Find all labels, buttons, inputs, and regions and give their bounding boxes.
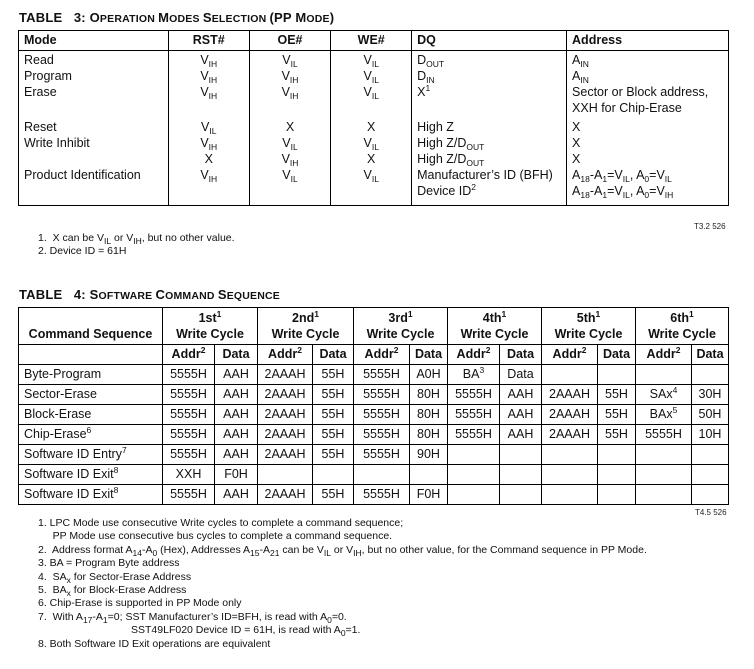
we-cell: $V_{IL}$ [331, 84, 412, 119]
data-cell: 55H [598, 385, 636, 405]
data-cell: 55H [313, 445, 354, 465]
addr-cell: 5555H [354, 405, 410, 425]
table3-row [19, 119, 729, 135]
addr-cell: 5555H [163, 385, 215, 405]
col-header-cycle-5th: $5th^1$ Write Cycle [542, 308, 636, 345]
table4-note-7a: 7. With $A_{17}-A_1=0$; SST Manufacturer’s ID=BFH, is read with $A_0=0$. [38, 611, 347, 625]
rst-cell: $V_{IH}$ [168, 68, 249, 84]
col-header-cycle-6th: $6th^1$ Write Cycle [636, 308, 729, 345]
table4-row [19, 405, 729, 425]
table4-note-3: 3. BA = Program Byte address [38, 557, 180, 569]
addr-cell: 2AAAH [542, 425, 598, 445]
addr-cell: SAx$^4$ [636, 385, 692, 405]
rst-cell: $V_{IL}$ [168, 119, 249, 135]
command-name-cell: Chip-Erase$^6$ [19, 425, 163, 445]
command-name-cell: Byte-Program [19, 365, 163, 385]
data-cell [692, 365, 729, 385]
table4-note-8: 8. Both Software ID Exit operations are equivalent [38, 638, 271, 650]
table3-header-row [19, 31, 729, 51]
data-cell: 55H [598, 405, 636, 425]
rst-cell: $V_{IH}$ [168, 51, 249, 69]
mode-cell: Reset [24, 120, 57, 134]
command-name-cell: Software ID Exit$^8$ [19, 485, 163, 505]
data-cell: 80H [410, 405, 448, 425]
col-header-data: Data [598, 345, 636, 365]
we-cell: X [331, 119, 412, 135]
table4-title-text: SOFTWARE COMMAND SEQUENCE [89, 287, 281, 302]
col-header-data: Data [692, 345, 729, 365]
data-cell: 80H [410, 385, 448, 405]
col-header-empty [19, 345, 163, 365]
data-cell [692, 465, 729, 485]
data-cell: AAH [215, 365, 258, 385]
command-name-cell: Software ID Exit$^8$ [19, 465, 163, 485]
table4-note-1a: 1. LPC Mode use consecutive Write cycles to complete a command sequence; [38, 517, 404, 529]
addr-cell: 5555H [636, 425, 692, 445]
table4-tag: T4.5 526 [695, 508, 727, 517]
addr-cell: 5555H [163, 445, 215, 465]
data-cell: 50H [692, 405, 729, 425]
table4-note-1b: PP Mode use consecutive bus cycles to complete a command sequence. [38, 530, 393, 542]
col-header-cycle-2nd: $2nd^1$ Write Cycle [258, 308, 354, 345]
mode-cell: Write Inhibit [24, 136, 90, 150]
data-cell [598, 365, 636, 385]
addr-cell: 2AAAH [258, 485, 313, 505]
addr-cell [354, 465, 410, 485]
data-cell [313, 465, 354, 485]
col-header-oe: OE# [249, 31, 331, 51]
oe-cell: $V_{IL}$ $V_{IH}$ [249, 135, 331, 167]
data-cell [692, 445, 729, 465]
addr-cell [636, 445, 692, 465]
mode-cell: Read [24, 53, 54, 67]
addr-cell: 5555H [163, 405, 215, 425]
data-cell [410, 465, 448, 485]
col-header-command-sequence: Command Sequence [19, 308, 163, 345]
addr-cell: 2AAAH [542, 385, 598, 405]
addr-cell: 5555H [354, 445, 410, 465]
data-cell: F0H [410, 485, 448, 505]
addr-cell: 5555H [163, 365, 215, 385]
addr-cell: 5555H [354, 425, 410, 445]
col-header-data: Data [313, 345, 354, 365]
addr-cell [542, 485, 598, 505]
table3-note-1: 1. X can be $V_{IL}$ or $V_{IH}$, but no other value. [38, 232, 235, 246]
addr-cell [636, 465, 692, 485]
table4-header-row-cycles [19, 308, 729, 345]
data-cell [500, 445, 542, 465]
data-cell [598, 445, 636, 465]
col-header-addr: Addr$^2$ [636, 345, 692, 365]
table4-row [19, 485, 729, 505]
col-header-cycle-4th: $4th^1$ Write Cycle [448, 308, 542, 345]
operation-modes-table [18, 30, 729, 206]
table3-title-text: OPERATION MODES SELECTION (PP MODE) [89, 10, 335, 25]
addr-cell: 5555H [163, 485, 215, 505]
addr-cell: BAx$^5$ [636, 405, 692, 425]
oe-cell: $V_{IH}$ [249, 84, 331, 119]
we-cell: $V_{IL}$ [331, 51, 412, 69]
addr-cell: $BA^3$ [448, 365, 500, 385]
table4-row [19, 365, 729, 385]
table4-note-7b: SST49LF020 Device ID = 61H, is read with $A_0=1$. [131, 624, 361, 638]
oe-cell: $V_{IL}$ [249, 167, 331, 206]
col-header-cycle-1st: $1st^1$ Write Cycle [163, 308, 258, 345]
table4-note-6: 6. Chip-Erase is supported in PP Mode only [38, 597, 242, 609]
data-cell: 55H [313, 385, 354, 405]
mode-cell: Program [24, 69, 72, 83]
dq-cell: $D_{IN}$ [412, 68, 567, 84]
table3-title-prefix: TABLE [19, 10, 63, 25]
data-cell: 55H [313, 365, 354, 385]
command-name-cell: Sector-Erase [19, 385, 163, 405]
data-cell: 55H [313, 485, 354, 505]
addr-cell: 2AAAH [258, 445, 313, 465]
data-cell: F0H [215, 465, 258, 485]
data-cell: 55H [313, 425, 354, 445]
data-cell [598, 485, 636, 505]
table4-title-number: 4: [73, 287, 86, 302]
dq-cell: High Z [412, 119, 567, 135]
col-header-mode: Mode [19, 31, 169, 51]
data-cell: 80H [410, 425, 448, 445]
data-cell: AAH [215, 485, 258, 505]
table4-row [19, 445, 729, 465]
dq-cell: High $Z/D_{OUT}$ High $Z/D_{OUT}$ [412, 135, 567, 167]
addr-cell: 2AAAH [258, 425, 313, 445]
col-header-addr: Addr$^2$ [163, 345, 215, 365]
addr-cell [448, 485, 500, 505]
data-cell: AAH [500, 425, 542, 445]
we-cell: $V_{IL}$ X [331, 135, 412, 167]
rst-cell: $V_{IH}$ [168, 167, 249, 206]
oe-cell: $V_{IL}$ [249, 51, 331, 69]
data-cell: AAH [215, 385, 258, 405]
data-cell: AAH [500, 405, 542, 425]
data-cell: Data [500, 365, 542, 385]
col-header-addr: Addr$^2$ [354, 345, 410, 365]
address-cell: $A_{18}-A_1=V_{IL}$, $A_0=V_{IL}$ $A_{18}-A_1=V_{IL}$, $A_0=V_{IH}$ [567, 167, 729, 206]
addr-cell: 5555H [354, 365, 410, 385]
data-cell: AAH [215, 445, 258, 465]
addr-cell: 2AAAH [258, 365, 313, 385]
table3-row [19, 68, 729, 84]
table4-row [19, 465, 729, 485]
data-cell: 30H [692, 385, 729, 405]
addr-cell [542, 465, 598, 485]
col-header-data: Data [410, 345, 448, 365]
dq-cell: Manufacturer’s ID (BFH) Device $ID^2$ [412, 167, 567, 206]
col-header-we: WE# [331, 31, 412, 51]
mode-cell: Erase [24, 85, 57, 99]
data-cell [598, 465, 636, 485]
table4-note-5: 5. $BA_x$ for Block-Erase Address [38, 584, 187, 598]
addr-cell: 5555H [354, 485, 410, 505]
col-header-data: Data [215, 345, 258, 365]
address-cell: $A_{IN}$ [567, 51, 729, 69]
addr-cell: 5555H [448, 385, 500, 405]
oe-cell: X [249, 119, 331, 135]
col-header-dq: DQ [412, 31, 567, 51]
software-command-sequence-table [18, 307, 729, 505]
command-name-cell: Software ID Entry$^7$ [19, 445, 163, 465]
table3-row [19, 84, 729, 119]
data-cell: A0H [410, 365, 448, 385]
col-header-addr: Addr$^2$ [258, 345, 313, 365]
dq-cell: $D_{OUT}$ [412, 51, 567, 69]
command-name-cell: Block-Erase [19, 405, 163, 425]
addr-cell [636, 485, 692, 505]
table4-note-2: 2. Address format $A_{14}-A_0$ (Hex), Addresses $A_{15}-A_{21}$ can be $V_{IL}$ or $V_{IH}$, but no other value, for the Command sequence in PP Mode. [38, 544, 647, 558]
data-cell: AAH [215, 425, 258, 445]
addr-cell: XXH [163, 465, 215, 485]
data-cell: 10H [692, 425, 729, 445]
table3-row [19, 167, 729, 206]
table4-header-row-fields [19, 345, 729, 365]
we-cell: $V_{IL}$ [331, 68, 412, 84]
rst-cell: $V_{IH}$ [168, 84, 249, 119]
dq-cell: $X^1$ [412, 84, 567, 119]
addr-cell [542, 365, 598, 385]
table3-title [19, 10, 334, 25]
data-cell: 55H [598, 425, 636, 445]
table4-note-4: 4. $SA_x$ for Sector-Erase Address [38, 571, 192, 585]
addr-cell [258, 465, 313, 485]
table4-row [19, 385, 729, 405]
col-header-addr: Addr$^2$ [448, 345, 500, 365]
addr-cell [636, 365, 692, 385]
addr-cell: 5555H [163, 425, 215, 445]
addr-cell: 5555H [354, 385, 410, 405]
addr-cell: 5555H [448, 405, 500, 425]
data-cell: 90H [410, 445, 448, 465]
table4-row [19, 425, 729, 445]
oe-cell: $V_{IH}$ [249, 68, 331, 84]
mode-cell: Product Identification [24, 168, 141, 182]
table4-title [19, 287, 280, 302]
table3-row [19, 51, 729, 69]
address-cell: X X [567, 135, 729, 167]
we-cell: $V_{IL}$ [331, 167, 412, 206]
table3-title-number: 3: [73, 10, 86, 25]
table4-title-prefix: TABLE [19, 287, 63, 302]
addr-cell [542, 445, 598, 465]
col-header-address: Address [567, 31, 729, 51]
address-cell: Sector or Block address, XXH for Chip-Erase [567, 84, 729, 119]
table3-row [19, 135, 729, 167]
col-header-addr: Addr$^2$ [542, 345, 598, 365]
data-cell: 55H [313, 405, 354, 425]
addr-cell [448, 465, 500, 485]
col-header-data: Data [500, 345, 542, 365]
addr-cell: 5555H [448, 425, 500, 445]
addr-cell: 2AAAH [542, 405, 598, 425]
col-header-cycle-3rd: $3rd^1$ Write Cycle [354, 308, 448, 345]
col-header-rst: RST# [168, 31, 249, 51]
table3-note-2: 2. Device ID = 61H [38, 245, 127, 257]
addr-cell: 2AAAH [258, 405, 313, 425]
data-cell [500, 485, 542, 505]
data-cell: AAH [215, 405, 258, 425]
data-cell [500, 465, 542, 485]
address-cell: X [567, 119, 729, 135]
addr-cell [448, 445, 500, 465]
data-cell [692, 485, 729, 505]
table3-tag: T3.2 526 [694, 222, 726, 231]
addr-cell: 2AAAH [258, 385, 313, 405]
data-cell: AAH [500, 385, 542, 405]
address-cell: $A_{IN}$ [567, 68, 729, 84]
rst-cell: $V_{IH}$ X [168, 135, 249, 167]
